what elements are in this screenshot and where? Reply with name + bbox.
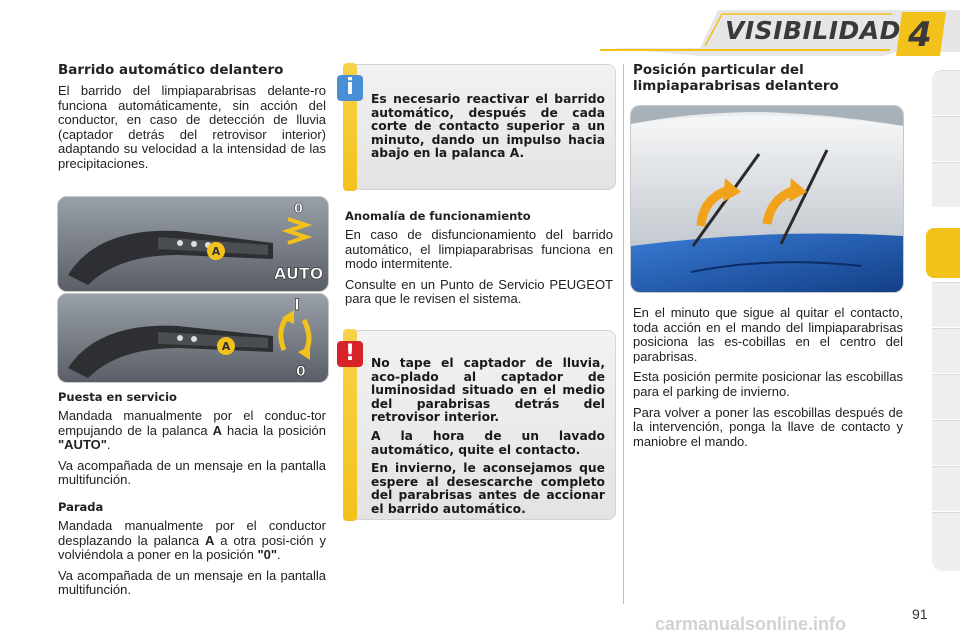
lever-marker: A bbox=[221, 340, 231, 353]
right-column-title bbox=[633, 62, 905, 100]
chapter-title: VISIBILIDAD bbox=[725, 16, 901, 45]
chapter-tab[interactable] bbox=[932, 420, 960, 465]
watermark: carmanualsonline.info bbox=[655, 614, 847, 634]
anomalia-paragraph-2: Consulte en un Punto de Servicio PEUGEOT para que le revisen el sistema. bbox=[345, 276, 613, 307]
info-note-text: Es necesario reactivar el barrido automático, después de cada corte de contacto superior a un minuto, dando un impulso hacia abajo en la palanca A. bbox=[371, 92, 605, 161]
lever-position-top: 0 bbox=[294, 202, 304, 217]
middle-column bbox=[345, 209, 613, 313]
windscreen-illustration bbox=[631, 106, 903, 292]
warning-icon: ! bbox=[337, 341, 363, 367]
puesta-paragraph-2: Va acompañada de un mensaje en la pantalla multifunción. bbox=[58, 457, 326, 488]
warning-paragraph-3: En invierno, le aconsejamos que espere al desescarche completo del parabrisas antes de accionar el barrido automático. bbox=[371, 461, 605, 516]
parada-paragraph-2: Va acompañada de un mensaje en la pantalla multifunción. bbox=[58, 567, 326, 598]
chapter-tab[interactable] bbox=[932, 70, 960, 115]
chapter-tab[interactable] bbox=[932, 162, 960, 207]
puesta-heading: Puesta en servicio bbox=[58, 390, 177, 404]
left-column-lower bbox=[58, 390, 326, 604]
chapter-tab[interactable] bbox=[932, 466, 960, 511]
chapter-tab[interactable] bbox=[932, 282, 960, 327]
info-icon: i bbox=[337, 75, 363, 101]
left-column bbox=[58, 62, 326, 178]
chapter-tab[interactable] bbox=[932, 374, 960, 419]
chapter-tab-active[interactable] bbox=[926, 228, 960, 278]
lever-position-top: I bbox=[294, 295, 300, 314]
chapter-tab[interactable] bbox=[932, 512, 960, 571]
anomalia-heading: Anomalía de funcionamiento bbox=[345, 209, 531, 223]
right-section-title: Posición particular del limpiaparabrisas delantero bbox=[633, 62, 839, 94]
anomalia-paragraph-1: En caso de disfuncionamiento del barrido automático, el limpiaparabrisas funciona en modo intermitente. bbox=[345, 227, 613, 272]
column-divider bbox=[623, 64, 624, 604]
lever-marker: A bbox=[211, 245, 221, 258]
chapter-number: 4 bbox=[908, 15, 932, 55]
right-paragraph-1: En el minuto que sigue al quitar el contacto, toda acción en el mando del limpiaparabrisas posiciona las es-cobillas en el centro del parabrisas. bbox=[633, 305, 903, 364]
intro-paragraph: El barrido del limpiaparabrisas delante-ro funciona automáticamente, sin acción del conductor, en caso de detección de lluvia (captador detrás del retrovisor interior) adaptando su velocidad a la intensidad de las precipitaciones. bbox=[58, 83, 326, 171]
warning-note bbox=[346, 330, 616, 520]
lever-position-zero: 0 bbox=[296, 364, 306, 380]
lever-position-auto: AUTO bbox=[274, 264, 324, 283]
puesta-paragraph-1: Mandada manualmente por el conduc-tor empujando de la palanca A hacia la posición "AUTO". bbox=[58, 408, 327, 453]
right-column bbox=[633, 306, 903, 455]
lever-figure-manual bbox=[57, 293, 329, 383]
wiper-lever-icon bbox=[58, 294, 328, 382]
windscreen-figure bbox=[630, 105, 904, 293]
wiper-lever-icon bbox=[58, 197, 328, 291]
lever-figure-auto bbox=[57, 196, 329, 292]
chapter-tab[interactable] bbox=[932, 328, 960, 373]
right-paragraph-2: Esta posición permite posicionar las escobillas para el parking de invierno. bbox=[633, 369, 903, 399]
parada-heading: Parada bbox=[58, 499, 104, 514]
warning-paragraph-2: A la hora de un lavado automático, quite el contacto. bbox=[371, 428, 605, 457]
warning-note-text bbox=[371, 357, 605, 522]
info-note bbox=[346, 64, 616, 190]
section-title: Barrido automático delantero bbox=[58, 62, 284, 78]
parada-paragraph-1: Mandada manualmente por el conductor desplazando la palanca A a otra posi-ción y volviéndola a poner en la posición "0". bbox=[58, 517, 326, 563]
right-paragraph-3: Para volver a poner las escobillas después de la intervención, ponga la llave de contacto y maniobre el mando. bbox=[633, 404, 903, 449]
chapter-tab[interactable] bbox=[932, 116, 960, 161]
page-number: 91 bbox=[912, 606, 928, 622]
warning-paragraph-1: No tape el captador de lluvia, aco-plado al captador de luminosidad situado en el medio del parabrisas detrás del retrovisor interior. bbox=[371, 356, 605, 425]
